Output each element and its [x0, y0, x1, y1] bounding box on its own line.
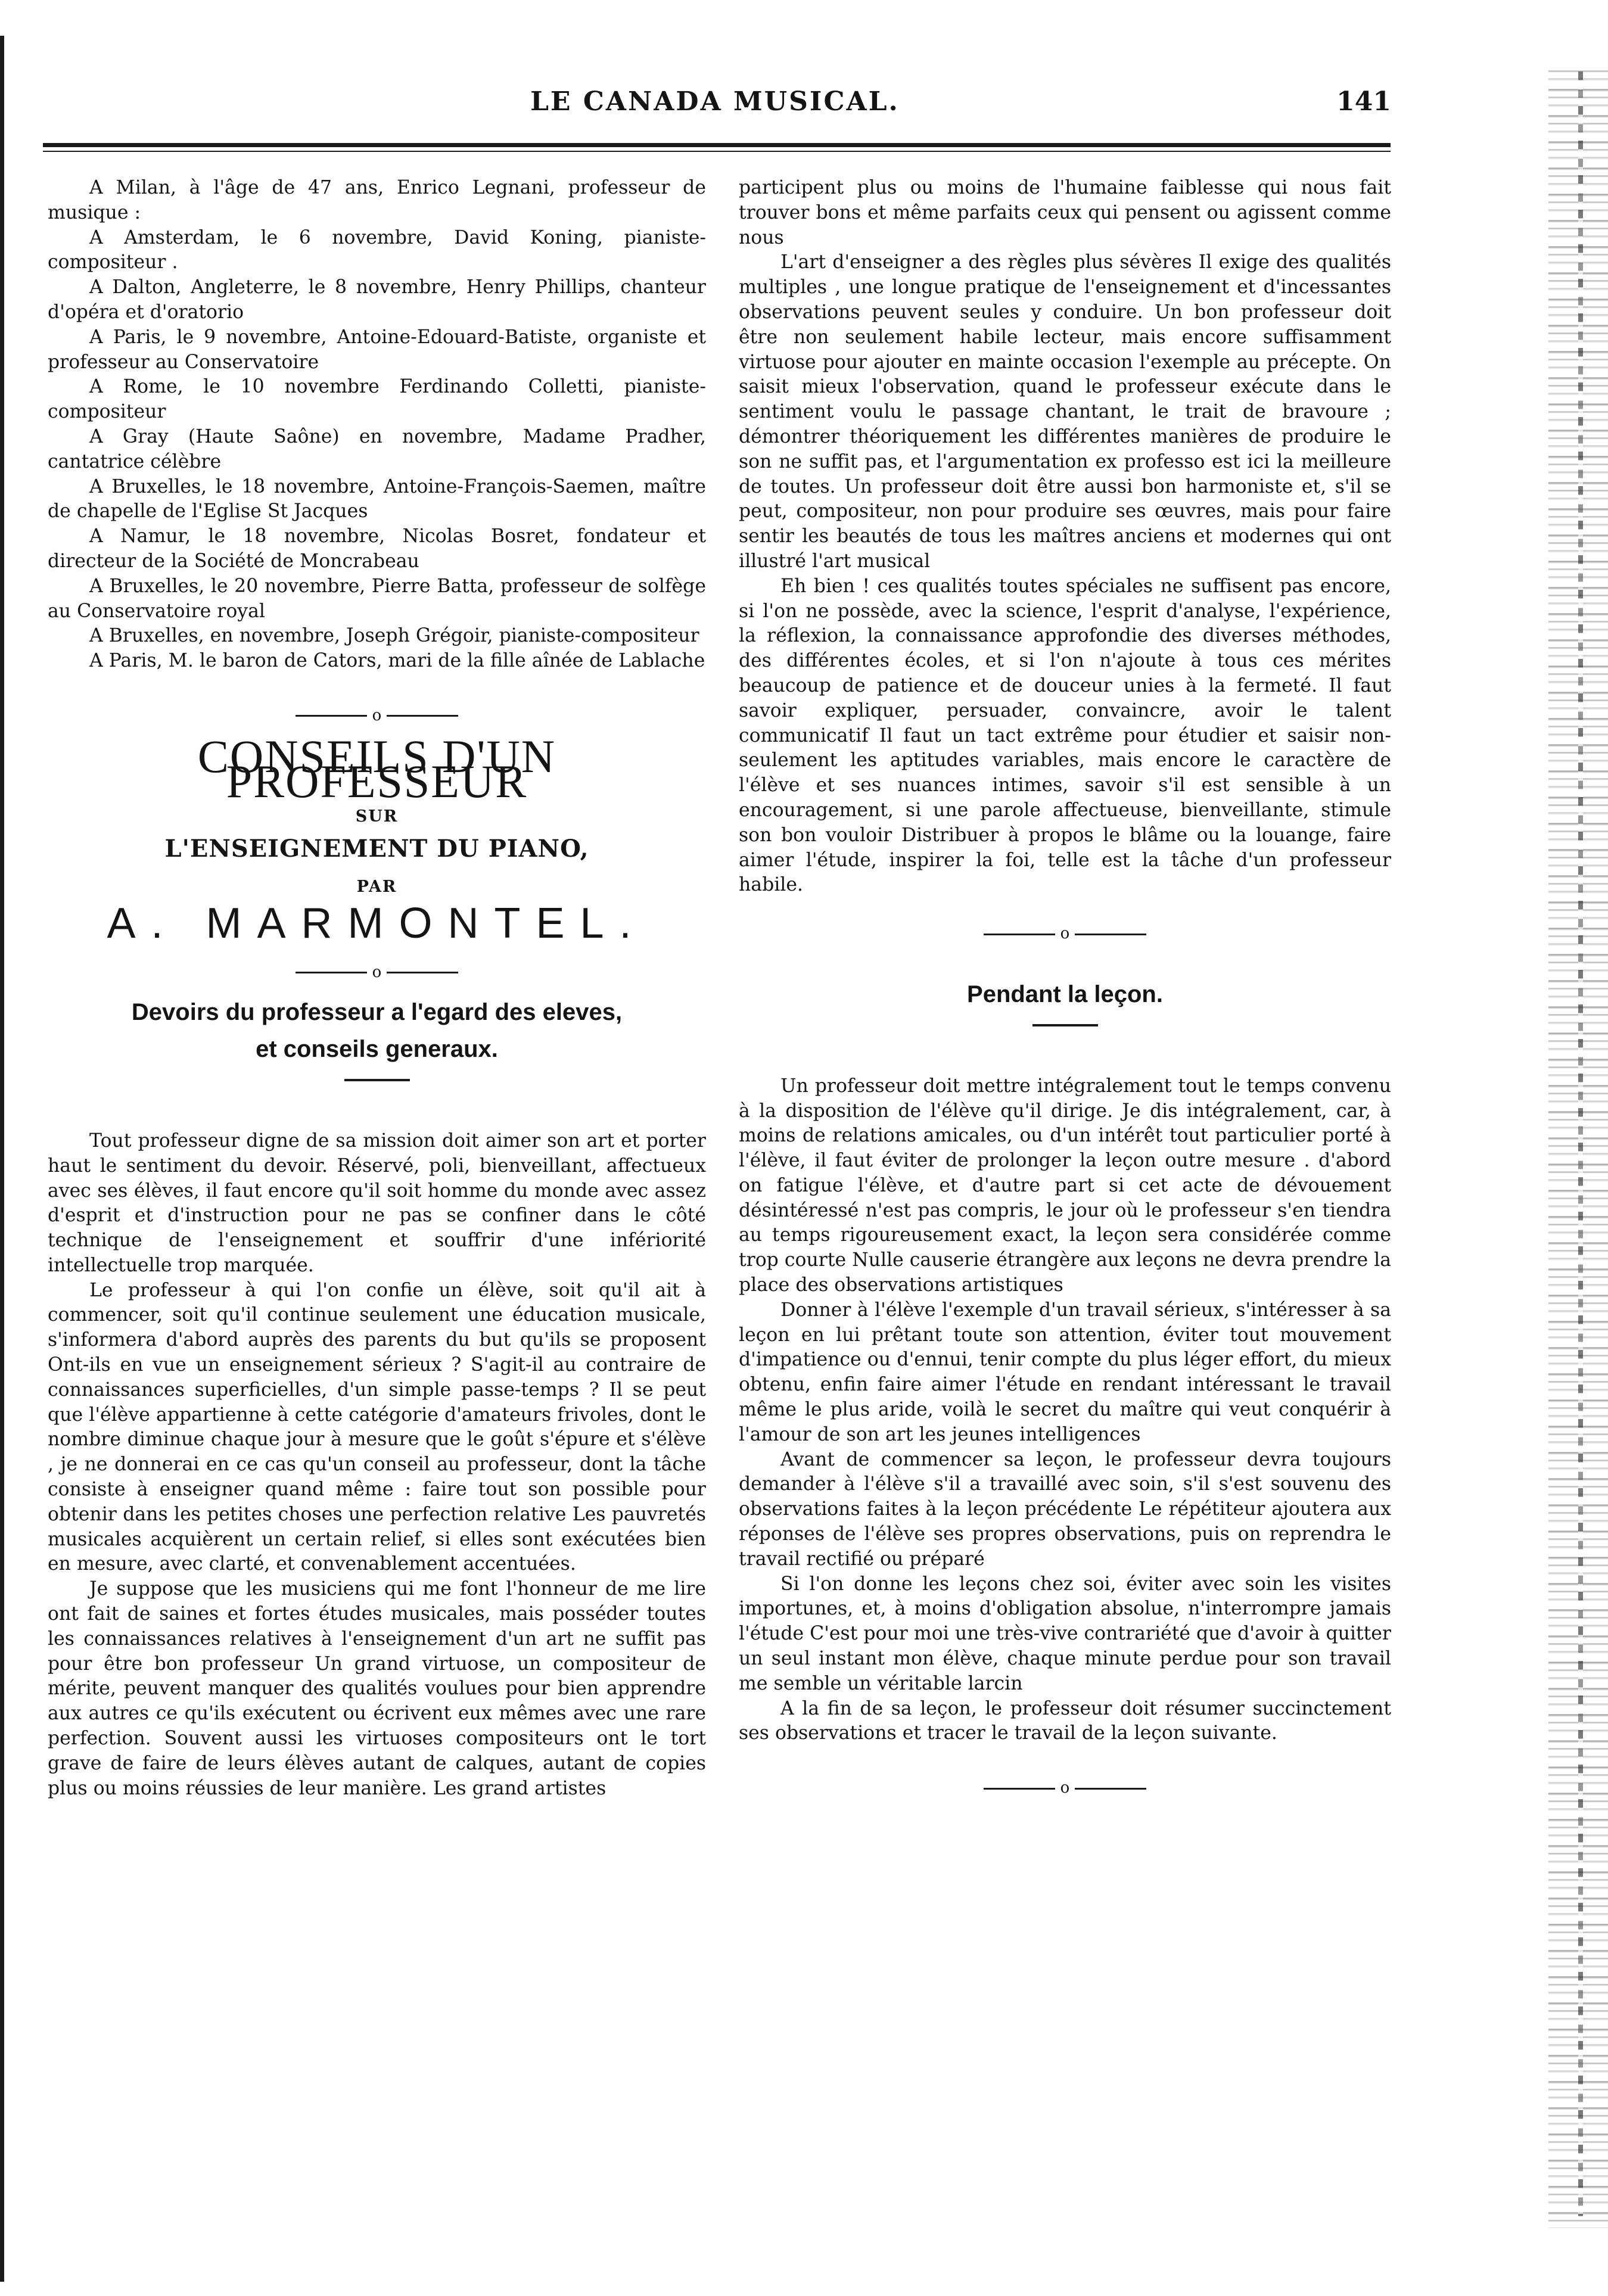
- short-rule: [344, 1079, 410, 1081]
- paragraph: Donner à l'élève l'exemple d'un travail sérieux, s'intéresser à sa leçon en lui prêtant toute son attention, éviter tout mouvement d'impatience ou d'ennui, tenir compte du plus léger effort, du mieux obtenu, enfin faire aimer l'étude en rendant intéressant le travail même le plus aride, voilà le secret du maître qui veut conquérir à l'amour de son art les jeunes intelligences: [739, 1299, 1391, 1445]
- short-rule: [1032, 1024, 1098, 1026]
- obituary-line: A Namur, le 18 novembre, Nicolas Bosret, fondateur et directeur de la Société de Moncrabeau: [48, 525, 706, 572]
- paragraph: L'art d'enseigner a des règles plus sévères Il exige des qualités multiples , une longue pratique de l'enseignement et d'incessantes observations peuvent seules y conduire. Un bon professeur doit être non seulement habile lecteur, mais encore suffisamment virtuose pour ajouter en mainte occasion l'exemple au précepte. On saisit mieux l'observation, quand le professeur exécute dans le sentiment voulu le passage chantant, le trait de bravoure ; démontrer théoriquement les différentes manières de produire le son ne suffit pas, et l'argumentation ex professo est ici la meilleure de toutes. Un professeur doit être aussi bon harmoniste et, s'il se peut, compositeur, non pour produire ses œuvres, mais pour faire sentir les beautés de tous les maîtres anciens et modernes qui ont illustré l'art musical: [739, 251, 1391, 572]
- newspaper-title: LE CANADA MUSICAL.: [530, 86, 900, 117]
- obituary-line: A Milan, à l'âge de 47 ans, Enrico Legnani, professeur de musique :: [48, 177, 706, 223]
- sur-label: SUR: [355, 807, 399, 826]
- scan-right-edge-line: [1578, 71, 1583, 2216]
- par-label: PAR: [356, 877, 397, 896]
- section-separator: o: [48, 704, 706, 729]
- obituary-line: A Paris, M. le baron de Cators, mari de la fille aînée de Lablache: [89, 650, 705, 672]
- author-name: A. MARMONTEL.: [107, 899, 647, 947]
- obituary-line: A Amsterdam, le 6 novembre, David Koning, pianiste-compositeur .: [48, 226, 706, 273]
- paragraph: Eh bien ! ces qualités toutes spéciales ne suffisent pas encore, si l'on ne possède, avec la science, l'esprit d'analyse, l'expérience, la réflexion, la connaissance approfondie des diverses méthodes, des différentes écoles, et si l'on n'ajoute à tous ces mérites beaucoup de patience et de douceur unies à la fermeté. Il faut savoir expliquer, persuader, convaincre, avoir le talent communicatif Il faut un tact extrême pour étudier et saisir non-seulement les aptitudes variables, mais encore le caractère de l'élève et ses nuances intimes, savoir s'il est sensible à un encouragement, si une parole affectueuse, bienveillante, stimule son bon vouloir Distribuer à propos le blâme ou la louange, faire aimer l'étude, inspirer la foi, telle est la tâche d'un professeur habile.: [739, 575, 1391, 896]
- paragraph: Un professeur doit mettre intégralement tout le temps convenu à la disposition de l'élève qu'il dirige. Je dis intégralement, car, à moins de relations amicales, ou d'un intérêt tout particulier porté à l'élève, il faut éviter de prolonger la leçon outre mesure . d'abord on fatigue l'élève, et d'autre part si cet acte de dévouement désintéressé n'est pas compris, le jour où le professeur s'en tiendra au temps rigoureusement exact, la leçon sera considérée comme trop courte Nulle causerie étrangère aux leçons ne devra prendre la place des observations artistiques: [739, 1075, 1391, 1296]
- obituary-line: A Gray (Haute Saône) en novembre, Madame Pradher, cantatrice célèbre: [48, 425, 706, 472]
- page-header: [39, 86, 1391, 128]
- section-separator: o: [48, 960, 706, 985]
- header-rule-thin: [43, 151, 1391, 152]
- section-title: Devoirs du professeur a l'egard des eleves, et conseils generaux.: [131, 999, 623, 1063]
- paragraph: Tout professeur digne de sa mission doit aimer son art et porter haut le sentiment du devoir. Réservé, poli, bienveillant, affectueux avec ses élèves, il faut encore qu'il soit homme du monde avec assez d'esprit et d'instruction pour ne pas se confiner dans le côté technique de l'enseignement et souffrir d'une infériorité intellectuelle trop marquée.: [48, 1130, 706, 1276]
- article-subject: L'ENSEIGNEMENT DU PIANO,: [164, 835, 589, 863]
- scan-left-edge: [0, 36, 4, 2282]
- paragraph: Je suppose que les musiciens qui me font l'honneur de me lire ont fait de saines et fortes études musicales, mais posséder toutes les connaissances relatives à l'enseignement d'un art ne suffit pas pour être bon professeur Un grand virtuose, un compositeur de mérite, peuvent manquer des qualités voulues pour bien apprendre aux autres ce qu'ils exécutent ou écrivent eux mêmes avec une rare perfection. Souvent aussi les virtuoses compositeurs ont le tort grave de faire de leurs élèves autant de calques, autant de copies plus ou moins réussies de leur manière. Les grand artistes: [48, 1578, 706, 1799]
- header-rule: [43, 143, 1391, 147]
- obituary-line: A Dalton, Angleterre, le 8 novembre, Henry Phillips, chanteur d'opéra et d'oratorio: [48, 276, 706, 323]
- paragraph: A la fin de sa leçon, le professeur doit résumer succinctement ses observations et tracer le travail de la leçon suivante.: [739, 1697, 1391, 1744]
- obituary-line: A Paris, le 9 novembre, Antoine-Edouard-Batiste, organiste et professeur au Conservatoire: [48, 326, 706, 373]
- obituary-line: A Bruxelles, le 20 novembre, Pierre Batta, professeur de solfège au Conservatoire royal: [48, 575, 706, 622]
- paragraph: Le professeur à qui l'on confie un élève, soit qu'il ait à commencer, soit qu'il continue seulement une éducation musicale, s'informera d'abord auprès des parents du but qu'ils se proposent Ont-ils en vue un enseignement sérieux ? S'agit-il au contraire de connaissances superficielles, d'un simple passe-temps ? Il se peut que l'élève appartienne à cette catégorie d'amateurs frivoles, dont le nombre diminue chaque jour à mesure que le goût s'épure et s'élève , je ne donnerai en ce cas qu'un conseil au professeur, dont la tâche consiste à enseigner quand même : faire tout son possible pour obtenir dans les petites choses une perfection relative Les pauvretés musicales acquièrent un certain relief, si elles sont exécutées bien en mesure, avec clarté, et convenablement accentuées.: [48, 1279, 706, 1575]
- right-column: [739, 176, 1391, 1816]
- page-number: 141: [1336, 86, 1391, 117]
- section-title: Pendant la leçon.: [967, 981, 1163, 1007]
- left-column: [48, 176, 706, 1801]
- paragraph: participent plus ou moins de l'humaine faiblesse qui nous fait trouver bons et même parfaits ceux qui pensent ou agissent comme nous: [739, 177, 1391, 248]
- obituary-line: A Rome, le 10 novembre Ferdinando Colletti, pianiste-compositeur: [48, 376, 706, 423]
- paragraph: Avant de commencer sa leçon, le professeur devra toujours demander à l'élève s'il a travaillé avec soin, s'il s'est souvenu des observations faites à la leçon précédente Le répétiteur ajoutera aux réponses de l'élève ses propres observations, puis on reprendra le travail rectifié ou préparé: [739, 1448, 1391, 1570]
- section-separator: o: [739, 1776, 1391, 1801]
- article-title: CONSEILS D'UN PROFESSEUR: [197, 730, 556, 807]
- section-separator: o: [739, 922, 1391, 947]
- obituary-line: A Bruxelles, en novembre, Joseph Grégoir, pianiste-compositeur: [89, 625, 699, 647]
- paragraph: Si l'on donne les leçons chez soi, éviter avec soin les visites importunes, et, à moins d'obligation absolue, n'interrompre jamais l'étude C'est pour moi une très-vive contrariété que d'avoir à quitter un seul instant mon élève, chaque minute perdue pour son travail me semble un véritable larcin: [739, 1573, 1391, 1694]
- obituary-line: A Bruxelles, le 18 novembre, Antoine-François-Saemen, maître de chapelle de l'Eglise St Jacques: [48, 475, 706, 522]
